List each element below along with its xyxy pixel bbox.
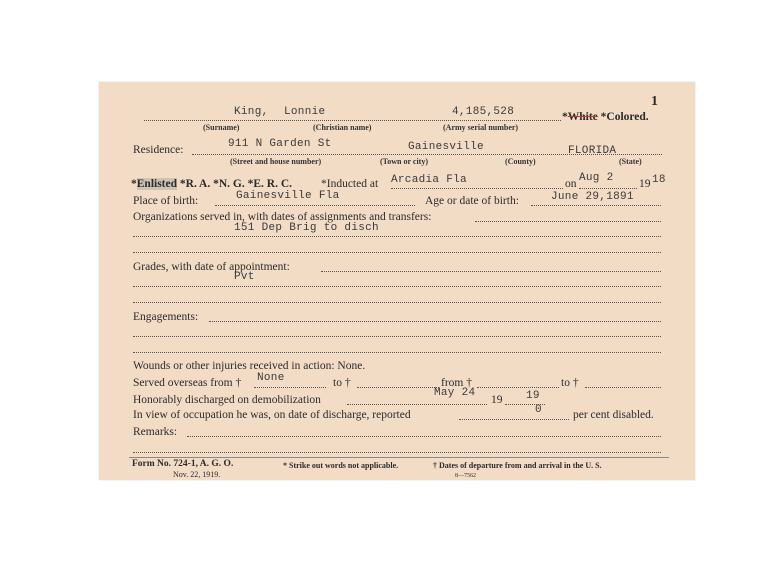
organizations-value: 151 Dep Brig to disch — [234, 222, 379, 234]
discharge-date-line — [347, 404, 487, 405]
form-date: Nov. 22, 1919. — [173, 470, 221, 479]
place-of-birth-label: Place of birth: — [133, 195, 199, 207]
inducted-line — [391, 188, 563, 189]
overseas-from2-label: from † — [441, 377, 472, 389]
town-caption: (Town or city) — [380, 157, 428, 166]
footnote-strike: * Strike out words not applicable. — [283, 461, 399, 470]
christian-name-value: Lonnie — [284, 106, 326, 118]
erc-option: E. R. C. — [253, 178, 293, 190]
county-caption: (County) — [505, 157, 536, 166]
discharge-year-prefix: 19 — [491, 394, 503, 406]
place-of-birth-value: Gainesville Fla — [236, 190, 340, 202]
surname-value: King, — [234, 106, 269, 118]
engagements-label: Engagements: — [133, 311, 199, 323]
ra-option: R. A. — [185, 178, 211, 190]
overseas-from2-line — [477, 387, 559, 388]
grades-line-2 — [133, 302, 661, 303]
disability-label: In view of occupation he was, on date of discharge, reported — [133, 409, 411, 421]
engagements-line-1 — [133, 336, 661, 337]
overseas-to-label: to † — [333, 377, 351, 389]
disability-suffix: per cent disabled. — [573, 409, 654, 421]
birth-date-line — [531, 205, 661, 206]
place-of-birth-line — [215, 205, 415, 206]
footnote-dates: † Dates of departure from and arrival in the U. S. — [433, 461, 602, 470]
grades-line-1 — [133, 286, 661, 287]
race-field: *White *Colored. — [562, 111, 649, 123]
service-record-card — [99, 82, 695, 480]
discharge-label: Honorably discharged on demobilization — [133, 394, 321, 406]
induction-date-value: Aug 2 — [579, 172, 614, 184]
discharge-year-value: 19 — [526, 390, 540, 402]
on-label: on — [565, 178, 577, 190]
name-line — [144, 120, 561, 121]
inducted-place-value: Arcadia Fla — [391, 174, 467, 186]
discharge-date-value: May 24 — [434, 387, 476, 399]
footer-rule — [129, 457, 669, 458]
serial-number-value: 4,185,528 — [452, 106, 515, 118]
overseas-from-value: None — [257, 372, 285, 384]
overseas-to2-line — [585, 387, 661, 388]
disability-value: 0 — [535, 404, 542, 416]
induction-date-line — [579, 188, 637, 189]
street-caption: (Street and house number) — [230, 157, 322, 166]
inducted-label: *Inducted at — [321, 178, 379, 190]
induction-year-prefix: 19 — [639, 178, 651, 190]
surname-caption: (Surname) — [203, 123, 240, 132]
grades-line-0 — [321, 271, 661, 272]
remarks-line-1 — [133, 452, 661, 453]
disability-line — [459, 419, 569, 420]
card-number: 1 — [651, 94, 658, 109]
birth-date-label: Age or date of birth: — [425, 195, 519, 207]
engagements-line-0 — [209, 321, 661, 322]
ng-option: N. G. — [218, 178, 245, 190]
grades-label: Grades, with date of appointment: — [133, 261, 290, 273]
residence-label: Residence: — [133, 144, 184, 156]
race-white-struck: White — [567, 111, 598, 123]
state-caption: (State) — [619, 157, 642, 166]
grades-value: Pvt — [234, 271, 255, 283]
organizations-line-2 — [133, 252, 661, 253]
engagements-line-2 — [133, 352, 661, 353]
overseas-from-line — [254, 387, 326, 388]
induction-year-value: 18 — [652, 174, 666, 186]
birth-date-value: June 29,1891 — [551, 191, 634, 203]
serial-caption: (Army serial number) — [443, 123, 519, 132]
organizations-line-1 — [133, 236, 661, 237]
christian-caption: (Christian name) — [313, 123, 372, 132]
print-code: 8—7562 — [455, 473, 476, 479]
wounds-label: Wounds or other injuries received in action: None. — [133, 360, 366, 372]
organizations-line-0 — [475, 221, 661, 222]
town-value: Gainesville — [408, 141, 484, 153]
organizations-label: Organizations served in, with dates of assignments and transfers: — [133, 211, 432, 223]
form-number: Form No. 724-1, A. G. O. — [132, 459, 234, 469]
overseas-to-line — [357, 387, 439, 388]
residence-line — [192, 154, 662, 155]
enlisted-struck: Enlisted — [136, 178, 178, 190]
enlistment-type: *Enlisted *R. A. *N. G. *E. R. C. — [131, 178, 293, 190]
street-value: 911 N Garden St — [228, 138, 332, 150]
remarks-line-0 — [187, 436, 661, 437]
race-colored: Colored. — [606, 111, 649, 123]
overseas-label: Served overseas from † — [133, 377, 242, 389]
state-value: FLORIDA — [568, 145, 617, 157]
overseas-to2-label: to † — [561, 377, 579, 389]
remarks-label: Remarks: — [133, 426, 178, 438]
